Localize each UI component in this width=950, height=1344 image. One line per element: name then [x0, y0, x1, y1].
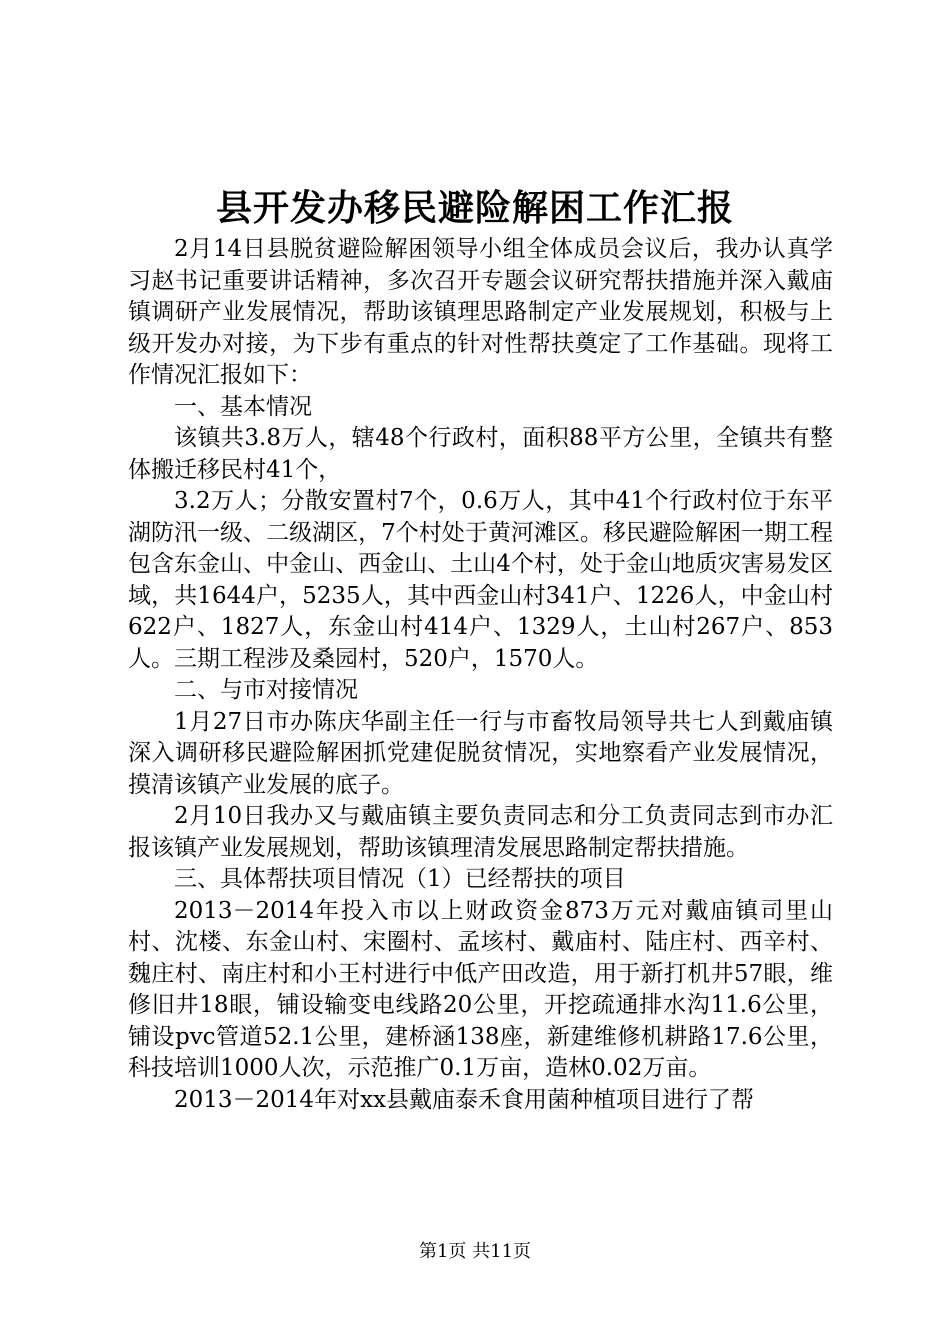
- document-title: 县开发办移民避险解困工作汇报: [215, 187, 734, 229]
- section-heading-city: 二、与市对接情况: [174, 677, 358, 703]
- paragraph-basic-1: 该镇共3.8万人，辖48个行政村，面积88平方公里，全镇共有整体搬迁移民村41个，: [128, 425, 833, 483]
- paragraph-city-1: 1月27日市办陈庆华副主任一行与市畜牧局领导共七人到戴庙镇深入调研移民避险解困抓党建促脱贫情况，实地察看产业发展情况，摸清该镇产业发展的底子。: [128, 708, 833, 798]
- paragraph-intro: 2月14日县脱贫避险解困领导小组全体成员会议后，我办认真学习赵书记重要讲话精神，多次召开专题会议研究帮扶措施并深入戴庙镇调研产业发展情况，帮助该镇理思路制定产业发展规划，积极与上级开发办对接，为下步有重点的针对性帮扶奠定了工作基础。现将工作情况汇报如下：: [128, 236, 833, 388]
- paragraph-basic-2: 3.2万人；分散安置村7个，0.6万人，其中41个行政村位于东平湖防汛一级、二级湖区，7个村处于黄河滩区。移民避险解困一期工程包含东金山、中金山、西金山、土山4个村，处于金山地质灾害易发区域，共1644户，5235人，其中西金山村341户、1226人，中金山村622户、1827人，东金山村414户、1329人，土山村267户、853人。三期工程涉及桑园村，520户，1570人。: [128, 488, 833, 672]
- paragraph-projects-1: 2013－2014年投入市以上财政资金873万元对戴庙镇司里山村、沈楼、东金山村、宋圈村、孟垓村、戴庙村、陆庄村、西辛村、魏庄村、南庄村和小王村进行中低产田改造，用于新打机井57眼，维修旧井18眼，铺设输变电线路20公里，开挖疏通排水沟11.6公里，铺设pvc管道52.1公里，建桥涵138座，新建维修机耕路17.6公里，科技培训1000人次，示范推广0.1万亩，造林0.02万亩。: [128, 897, 833, 1081]
- section-heading-projects: 三、具体帮扶项目情况（1）已经帮扶的项目: [174, 866, 626, 892]
- section-heading-basic: 一、基本情况: [174, 393, 312, 420]
- paragraph-city-2: 2月10日我办又与戴庙镇主要负责同志和分工负责同志到市办汇报该镇产业发展规划，帮助该镇理清发展思路制定帮扶措施。: [128, 803, 833, 861]
- paragraph-projects-2: 2013－2014年对xx县戴庙泰禾食用菌种植项目进行了帮: [174, 1086, 755, 1113]
- document-body: [128, 234, 833, 1116]
- page-number-footer: 第1页 共11页: [418, 1241, 532, 1262]
